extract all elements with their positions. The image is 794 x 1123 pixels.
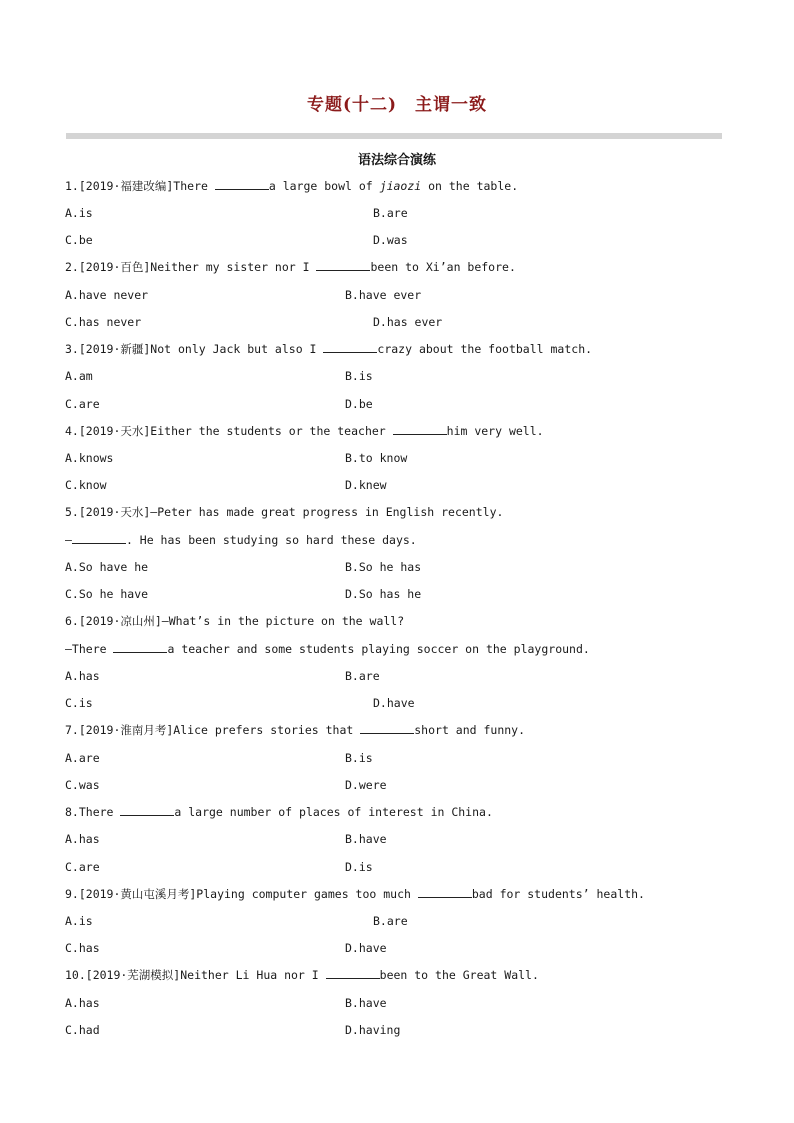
option-c[interactable]: C.has never (65, 315, 142, 329)
option-c[interactable]: C.know (65, 478, 107, 492)
answer-blank[interactable] (215, 179, 269, 190)
option-d[interactable]: D.was (373, 233, 408, 247)
answer-blank[interactable] (72, 533, 126, 544)
option-b[interactable]: B.So he has (345, 560, 422, 574)
option-b[interactable]: B.is (345, 369, 373, 383)
option-a[interactable]: A.am (65, 369, 93, 383)
option-a[interactable]: A.has (65, 669, 100, 683)
option-c[interactable]: C.are (65, 860, 100, 874)
option-b[interactable]: B.is (345, 751, 373, 765)
question-1-stem: 1.[2019·福建改编]There a large bowl of jiaozi on the table. (65, 179, 519, 193)
question-9-stem: 9.[2019·黄山屯溪月考]Playing computer games too much bad for students’ health. (65, 887, 645, 901)
option-d[interactable]: D.knew (345, 478, 387, 492)
question-6-stem: 6.[2019·凉山州]—What’s in the picture on the wall? (65, 614, 405, 628)
option-d[interactable]: D.have (345, 941, 387, 955)
option-a[interactable]: A.have never (65, 288, 149, 302)
question-10-stem: 10.[2019·芜湖模拟]Neither Li Hua nor I been to the Great Wall. (65, 968, 539, 982)
option-a[interactable]: A.So have he (65, 560, 149, 574)
question-5-stem: 5.[2019·天水]—Peter has made great progress in English recently. (65, 505, 504, 519)
option-b[interactable]: B.are (373, 206, 408, 220)
question-6-response: —There a teacher and some students playing soccer on the playground. (65, 642, 590, 656)
answer-blank[interactable] (323, 342, 377, 353)
option-b[interactable]: B.to know (345, 451, 408, 465)
section-heading: 语法综合演练 (357, 153, 436, 168)
option-a[interactable]: A.are (65, 751, 100, 765)
option-b[interactable]: B.have (345, 832, 387, 846)
option-b[interactable]: B.have ever (345, 288, 422, 302)
question-3-stem: 3.[2019·新疆]Not only Jack but also I crazy about the football match. (65, 342, 593, 356)
option-d[interactable]: D.have (373, 696, 415, 710)
option-c[interactable]: C.has (65, 941, 100, 955)
option-d[interactable]: D.is (345, 860, 373, 874)
option-a[interactable]: A.is (65, 914, 93, 928)
answer-blank[interactable] (316, 260, 370, 271)
question-8-stem: 8.There a large number of places of interest in China. (65, 805, 493, 819)
question-7-stem: 7.[2019·淮南月考]Alice prefers stories that short and funny. (65, 723, 526, 737)
option-d[interactable]: D.were (345, 778, 387, 792)
answer-blank[interactable] (393, 424, 447, 435)
option-d[interactable]: D.be (345, 397, 373, 411)
option-b[interactable]: B.are (345, 669, 380, 683)
option-a[interactable]: A.is (65, 206, 93, 220)
option-d[interactable]: D.having (345, 1023, 401, 1037)
answer-blank[interactable] (418, 887, 472, 898)
answer-blank[interactable] (113, 642, 167, 653)
question-5-response: — . He has been studying so hard these days. (65, 533, 417, 547)
question-4-stem: 4.[2019·天水]Either the students or the teacher him very well. (65, 424, 544, 438)
option-d[interactable]: D.So has he (345, 587, 422, 601)
option-c[interactable]: C.was (65, 778, 100, 792)
question-2-stem: 2.[2019·百色]Neither my sister nor I been to Xi’an before. (65, 260, 516, 274)
answer-blank[interactable] (326, 968, 380, 979)
option-b[interactable]: B.have (345, 996, 387, 1010)
page-title: 专题(十二) 主谓一致 (306, 95, 488, 115)
title-divider (66, 133, 722, 139)
option-d[interactable]: D.has ever (373, 315, 443, 329)
option-c[interactable]: C.So he have (65, 587, 149, 601)
option-c[interactable]: C.are (65, 397, 100, 411)
option-c[interactable]: C.be (65, 233, 93, 247)
answer-blank[interactable] (120, 805, 174, 816)
option-c[interactable]: C.is (65, 696, 93, 710)
answer-blank[interactable] (360, 723, 414, 734)
option-a[interactable]: A.has (65, 832, 100, 846)
option-b[interactable]: B.are (373, 914, 408, 928)
option-c[interactable]: C.had (65, 1023, 100, 1037)
option-a[interactable]: A.knows (65, 451, 114, 465)
option-a[interactable]: A.has (65, 996, 100, 1010)
